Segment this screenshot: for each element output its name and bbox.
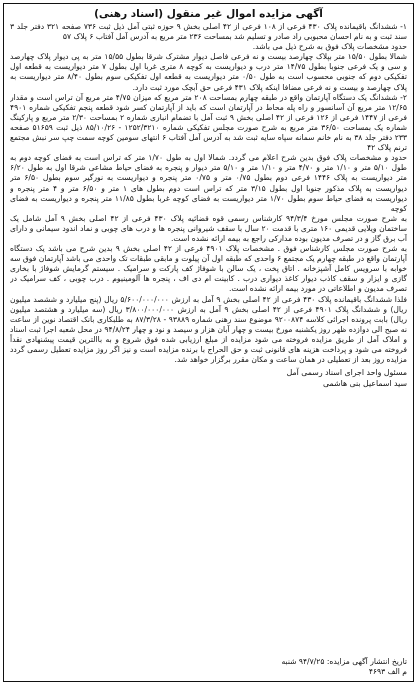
paragraph-boundaries-2: حدود و مشخصات پلاک فوق بدین شرح اعلام می گردد. شمالا اول به طول ۱/۷۰ متر که تراس است به فضای کوچه دوم به طول ۵/۱۰ متر و ۱/۱۰ متر و ۴/۷۰ متر و ۱/۱۰ متر و ۵/۱۰ متر دیوار و پنجره به فضای حیاط مشاعی شرقا اول به طول ۶/۲۰ متر دیواریست به پلاک ۱۴۴۶ فرعی دوم بطول ۰/۷۵ متر و ۰/۷۵ متر پنجره و دیواریست به نورگیر سوم بطول ۶/۵۰ متر دیواریست به پلاک مذکور جنوبا اول بطول ۳/۱۵ متر که تراس است دوم بطول های ۱ متر و ۶/۵۰ متر و ۴ متر پنجره و دیواریست به فضای حیاط سوم بطول ۱/۷۰ متر دیواریست به فضای کوچه غربا بطول ۱۱/۸۵ متر پنجره و دیواریست به فضای کوچه — [10, 153, 407, 213]
auction-notice — [3, 3, 414, 682]
ad-code: م الف ۴۶۹۳ — [368, 667, 407, 676]
paragraph-appraisal-1: به شرح صورت مجلس مورخ ۹۴/۳/۴ کارشناس رسمی قوه قضائیه پلاک ۴۳۰ فرعی از ۴۲ اصلی بخش ۹ آمل شامل یک ساختمان ویلایی قدیمی ۱۶۰ متری با قدمت ۲۰ سال با سقف شیروانی پنجره ها و درب های چوبی و نماد اندود سیمانی و دارای آب برق گاز و در تصرف مدیون بوده مدارکی راجع به بیمه ارائه نشده است. — [10, 213, 407, 243]
paragraph-appraisal-2: به شرح صورت مجلس کارشناس فوق . مشخصات پلاک ۴۹۰۱ فرعی از ۴۲ اصلی بخش ۹ بدین شرح می باشد یک دستگاه آپارتمان واقع در طبقه چهارم یک مجتمع ۶ واحدی که طبقه اول آن پیلوت و مابقی طبقات تک واحدی می باشد آپارتمان فوق سه خوابه با سرویس کامل آشپزخانه . اتاق پخت ، یک سالن با شوفاژ کف پارکت و سرامیک . سیستم گرمایش شوفاژ با بخاری گازی و ایزار و سقف کاذب دیوار کاغذ دیواری درب . کابینت ام دی اف ، پنجره ها آلومینیوم . درب چوبی ، کف سرامیک در تصرف مدیون و اطلاعاتی در مورد بیمه ارائه نشده است. — [10, 244, 407, 294]
paragraph-boundaries-1: شمالا بطول ۱۵/۵۰ متر بپلاک چهارصد بیست و نه فرعی فاصل دیوار مشترک شرقا بطول ۱۵/۵۵ متر به پی دیوار پلاک چهارصد و سی و یک فرعی جنوبا بطول ۱۴/۷۵ متر درب و دیواریست به کوچه ۸ متری غربا اول بطول ۷ متر دیواریست به قطعه اول تفکیکی دوم که جنوبی محسوب است به طول ۰/۵۰ متر دیواریست به قطعه اول تفکیکی سوم بطول ۸/۴۰ متر دیواریست به پلاک چهارصد و بیست و نه فرعی مضافا اینکه پلاک ۴۳۱ فرعی حق آبچک مورد ثبت دارد. — [10, 52, 407, 92]
signature-name: سید اسماعیل بنی هاشمی — [323, 378, 407, 388]
signature-block — [10, 368, 407, 389]
notice-body — [10, 22, 407, 653]
paragraph-property-1: ۱- ششدانگ باقیمانده پلاک ۴۳۰ فرعی از ۱۰۸ فرعی از ۴۲ اصلی بخش ۹ حوزه ثبتی آمل ذیل ثبت ۷۳۶ صفحه ۳۲۱ دفتر جلد ۳ سند ثبت و به نام احسان محبوبی راد صادر و تسلیم شد بمساحت ۲۳۶ متر مربع به آدرس آمل آفتاب ۶ پلاک ۵۷ — [10, 22, 407, 42]
signature-title: مسئول واحد اجرای اسناد رسمی آمل — [286, 368, 407, 378]
paragraph-auction-terms: فلذا ششدانگ باقیمانده پلاک ۴۳۰ فرعی از ۴۲ اصلی بخش ۹ آمل به ارزش ۵/۶۰۰/۰۰۰/۰۰۰ ریال (پنج میلیارد و ششصد میلیون ریال) و ششدانگ پلاک ۴۹۰۱ فرعی از ۴۲ اصلی بخش ۹ آمل به ارزش ۳/۸۰۰/۰۰۰/۰۰۰ ریال (سه میلیارد و هشتصد میلیون ریال) بابت پرونده اجرائی کلاسه ۹۲۰۰۸۷۴ موضوع سند رهنی شماره ۹۳۸۸۹ - ۸۷/۳/۲۸ به طلبکاری بانک اقتصاد نوین از ساعت نه صبح الی دوازده ظهر روز یکشنبه مورخ بیست و چهار آبان هزار و سیصد و نود و چهار ۹۴/۸/۲۴ در محل شعبه اجرا ثبت اسناد و املاک آمل از طریق مزایده فروخته می شود مزایده از مبلغ ارزیابی شده فوق شروع و به باالترین قیمت پیشنهادی نقداً فروخته می شود و پرداخت هزینه های قانونی ثبت و حق الحراج با برنده مزایده است و نیز اگر روز مزایده تعطیل رسمی گردد مزایده روز بعد از تعطیلی در همان ساعت و مکان مقرر برگزار خواهد شد. — [10, 294, 407, 365]
paragraph-boundaries-heading: حدود مشخصات پلاک فوق به شرح ذیل می باشد. — [252, 42, 407, 52]
notice-footer — [10, 657, 407, 677]
paragraph-property-2: ۲- ششدانگ یک دستگاه آپارتمان واقع در طبقه چهارم بمساحت ۲۰۸ متر مربع که میزان ۴/۷۵ متر مربع آن تراس است و مقدار ۱۲/۶۵ متر مربع آن آسانسور و راه پله محاط در آپارتمان است که باید از آپارتمان کسر شود قطعه پنجم تفکیکی شماره ۴۹۰۱ فرعی از ۱۴۴۷ فرعی از ۱۲۶ فرعی از ۴۲ اصلی بخش ۹ ثبت آمل با تضمام انباری شماره ۲ بمساحت ۲/۳۰ متر مربع و پارکینگ شماره یک بمساحت ۳۶/۵۰ متر مربع به شرح صورت مجلس تفکیکی شماره ۱۲۵۲/۳۲۱۰ - ۸۵/۱۰/۲۶ ذیل ثبت ۵۱۶۵۹ صفحه ۲۳۳ دفتر جلد ۳۸ به نام خانم سمانه سپاه سایه ثبت شد به آدرس آمل آفتاب ۶ انتهای سومین کوچه سمت چپ سر نبش مجتمع ترنم پلاک ۴۲ — [10, 92, 407, 153]
publish-date: تاریخ انتشار آگهی مزایده: ۹۴/۷/۲۵ شنبه — [281, 657, 407, 666]
notice-title: آگهی مزایده اموال غیر منقول (اسناد رهنی) — [94, 8, 323, 20]
